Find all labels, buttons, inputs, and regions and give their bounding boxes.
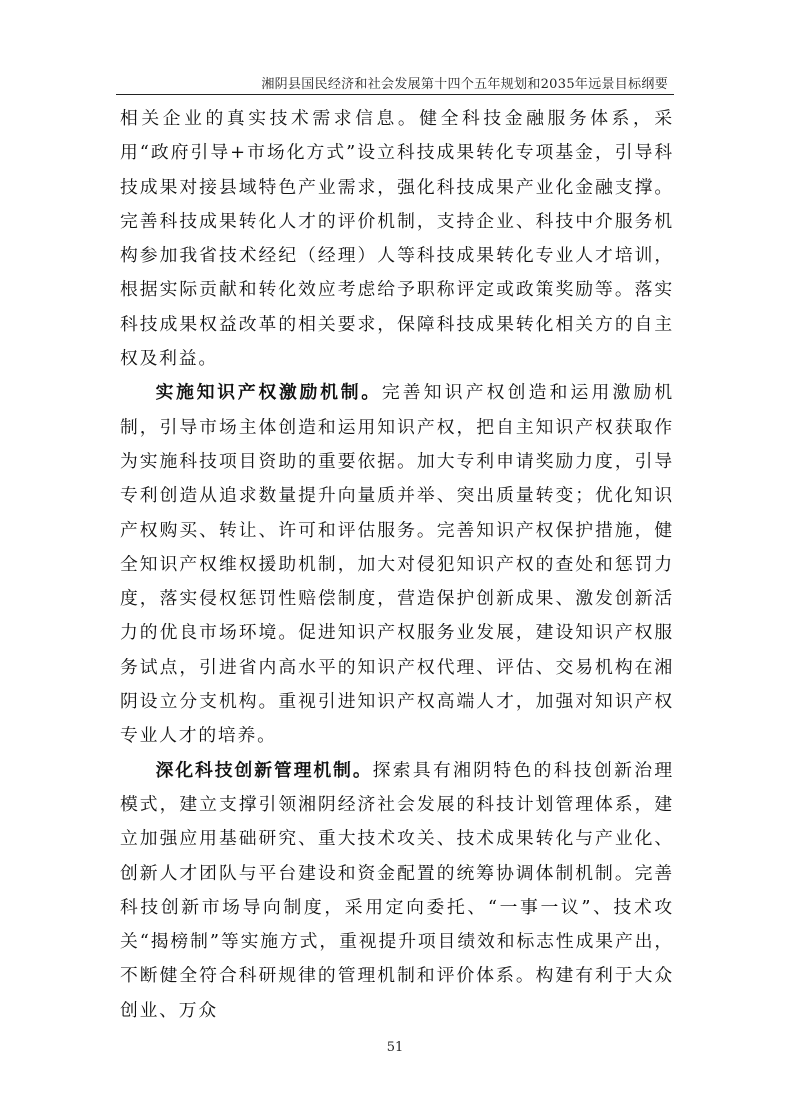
paragraph-text: 探索具有湘阴特色的科技创新治理模式，建立支撑引领湘阴经济社会发展的科技计划管理体系，建立加强应用基础研究、重大技术攻关、技术成果转化与产业化、创新人才团队与平台建设和资金配置的统筹协调体制机制。完善科技创新市场导向制度，采用定向委托、“一事一议”、技术攻关“揭榜制”等实施方式，重视提升项目绩效和标志性成果产出，不断健全符合科研规律的管理机制和评价体系。构建有利于大众创业、万众 (120, 759, 674, 1021)
running-header (116, 70, 674, 95)
paragraph-continuation (120, 102, 674, 376)
paragraph-heading: 深化科技创新管理机制。 (155, 759, 373, 781)
document-title: 湘阴县国民经济和社会发展第十四个五年规划和2035年远景目标纲要 (261, 77, 668, 92)
paragraph-innovation-management (120, 754, 674, 1028)
paragraph-heading: 实施知识产权激励机制。 (155, 382, 382, 404)
paragraph-text: 相关企业的真实技术需求信息。健全科技金融服务体系，采用“政府引导+市场化方式”设立科技成果转化专项基金，引导科技成果对接县域特色产业需求，强化科技成果产业化金融支撑。完善科技成果转化人才的评价机制，支持企业、科技中介服务机构参加我省技术经纪（经理）人等科技成果转化专业人才培训，根据实际贡献和转化效应考虑给予职称评定或政策奖励等。落实科技成果权益改革的相关要求，保障科技成果转化相关方的自主权及利益。 (120, 108, 674, 370)
paragraph-text: 完善知识产权创造和运用激励机制，引导市场主体创造和运用知识产权，把自主知识产权获取作为实施科技项目资助的重要依据。加大专利申请奖励力度，引导专利创造从追求数量提升向量质并举、突出质量转变；优化知识产权购买、转让、许可和评估服务。完善知识产权保护措施，健全知识产权维权援助机制，加大对侵犯知识产权的查处和惩罚力度，落实侵权惩罚性赔偿制度，营造保护创新成果、激发创新活力的优良市场环境。促进知识产权服务业发展，建设知识产权服务试点，引进省内高水平的知识产权代理、评估、交易机构在湘阴设立分支机构。重视引进知识产权高端人才，加强对知识产权专业人才的培养。 (120, 382, 675, 747)
paragraph-ip-incentive (120, 376, 674, 753)
body-text (120, 102, 674, 1028)
page-number: 51 (386, 1040, 404, 1055)
